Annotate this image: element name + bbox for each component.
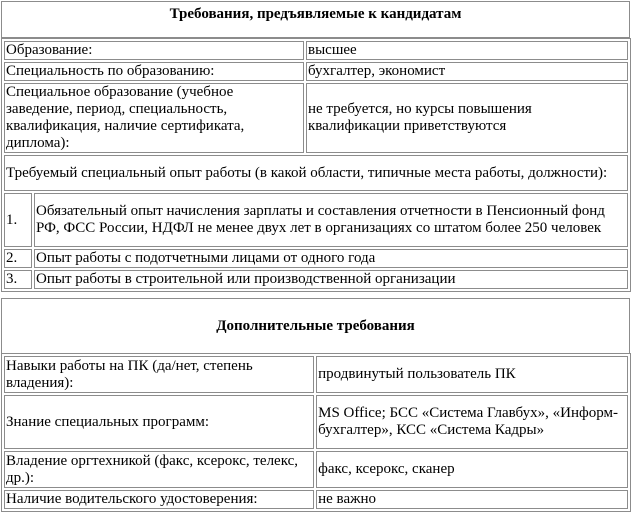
experience-num: 1. (4, 193, 32, 247)
software-value: MS Office; БСС «Система Главбух», «Информ-бухгалтер», КСС «Система Кадры» (316, 395, 628, 449)
pc-skills-label: Навыки работы на ПК (да/нет, степень владения): (4, 356, 314, 393)
office-equipment-value: факс, ксерокс, сканер (316, 451, 628, 488)
experience-num: 3. (4, 270, 32, 289)
table-row (4, 490, 628, 509)
experience-text: Опыт работы с подотчетными лицами от одного года (34, 249, 628, 268)
requirements-table (1, 38, 631, 292)
additional-table (1, 353, 631, 512)
table-row (4, 451, 628, 488)
table-row (4, 155, 628, 191)
specialty-value: бухгалтер, экономист (306, 62, 628, 81)
table-row (4, 41, 628, 60)
special-education-label: Специальное образование (учебное заведение, период, специальность, квалификация, наличие сертификата, диплома): (4, 83, 304, 153)
education-label: Образование: (4, 41, 304, 60)
driver-license-value: не важно (316, 490, 628, 509)
table-row (4, 249, 628, 268)
table-row (4, 356, 628, 393)
additional-title: Дополнительные требования (216, 318, 415, 334)
table-row (4, 395, 628, 449)
table-row (4, 193, 628, 247)
office-equipment-label: Владение оргтехникой (факс, ксерокс, телекс, др.): (4, 451, 314, 488)
experience-text: Опыт работы в строительной или производственной организации (34, 270, 628, 289)
table-row (4, 62, 628, 81)
pc-skills-value: продвинутый пользователь ПК (316, 356, 628, 393)
driver-license-label: Наличие водительского удостоверения: (4, 490, 314, 509)
experience-num: 2. (4, 249, 32, 268)
special-education-value: не требуется, но курсы повышения квалификации приветствуются (306, 83, 628, 153)
requirements-title: Требования, предъявляемые к кандидатам (169, 6, 462, 22)
experience-text: Обязательный опыт начисления зарплаты и составления отчетности в Пенсионный фонд РФ, ФСС России, НДФЛ не менее двух лет в организациях со штатом более 250 человек (34, 193, 628, 247)
specialty-label: Специальность по образованию: (4, 62, 304, 81)
education-value: высшее (306, 41, 628, 60)
table-row (4, 83, 628, 153)
software-label: Знание специальных программ: (4, 395, 314, 449)
experience-label: Требуемый специальный опыт работы (в какой области, типичные места работы, должности): (4, 155, 628, 191)
table-row (4, 270, 628, 289)
